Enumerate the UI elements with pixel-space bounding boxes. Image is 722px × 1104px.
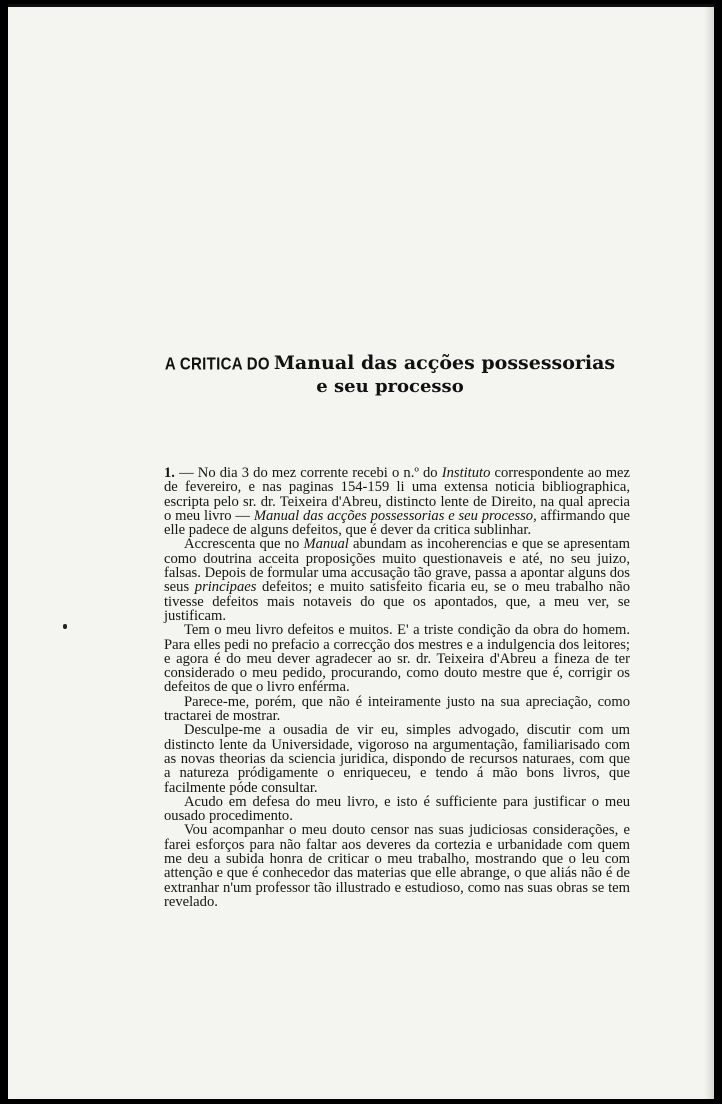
title-prefix: A CRITICA DO (164, 354, 270, 375)
paragraph-1-text-c: correspondente ao mez de fevereiro, e nas paginas 154-159 li uma extensa noticia bibliographica, escripta pelo sr. dr. Teixeira d'Abreu, distincto lente de Direito, na qual aprecia o meu livro — (164, 465, 630, 524)
paragraph-number: 1. (164, 465, 175, 481)
paragraph-3: Tem o meu livro defeitos e muitos. E' a triste condição da obra do homem. Para elles pedi no prefacio a correcção dos mestres e a indulgencia dos leitores; e agora é do meu dever agradecer ao sr. dr. Teixeira d'Abreu a fineza de ter considerado o meu pedido, procurando, como douto mestre que é, corrigir os defeitos de que o livro enférma. (164, 622, 630, 696)
paragraph-2 (164, 537, 630, 623)
body-text (164, 466, 630, 909)
paragraph-6: Acudo em defesa do meu livro, e isto é sufficiente para justificar o meu ousado procedimento. (164, 793, 630, 825)
title-book-name: Manual das acções possessorias (273, 352, 616, 374)
scan-speck (63, 624, 67, 629)
paragraph-1-italic-b: Instituto (441, 465, 491, 481)
paragraph-2-italic-d: principaes (194, 579, 257, 596)
paragraph-1-text-a: — No dia 3 do mez corrente recebi o n.º do (174, 465, 442, 481)
paragraph-2-text-c: abundam as incoherencias e que se apresentam como doutrina acceita proposições muito questionaveis e até, no seu juizo, falsas. Depois de formular uma accusação tão grave, passa a apontar alguns dos seus (164, 536, 630, 596)
page-title (150, 352, 630, 398)
paragraph-2-italic-b: Manual (303, 536, 349, 553)
paragraph-1 (164, 466, 630, 537)
paragraph-7: Vou acompanhar o meu douto censor nas suas judiciosas considerações, e farei esforços para não faltar aos deveres da cortezia e urbanidade com quem me deu a subida honra de criticar o meu trabalho, mostrando que o leu com attenção e que é conhecedor das materias que elle abrange, o que aliás não é de extranhar n'um professor tão illustrado e estudioso, como nas suas obras se tem revelado. (164, 822, 630, 910)
paragraph-4: Parece-me, porém, que não é inteiramente justo na sua apreciação, como tractarei de mostrar. (164, 693, 630, 725)
paragraph-1-italic-d: Manual das acções possessorias e seu processo, (253, 507, 537, 524)
paragraph-2-text-a: Accrescenta que no (184, 536, 304, 553)
paragraph-5: Desculpe-me a ousadia de vir eu, simples advogado, discutir com um distincto lente da Universidade, vigoroso na argumentação, familiarisado com as novas theorias da sciencia juridica, dispondo de recursos naturaes, com que a natureza pródigamente o enriqueceu, e tendo á mão bons livros, que facilmente póde consultar. (164, 722, 630, 796)
paragraph-2-text-e: defeitos; e muito satisfeito ficaria eu, se o meu trabalho não tivesse defeitos mais notaveis do que os apontados, que, a meu ver, se justificam. (164, 579, 630, 624)
paragraph-1-text-e: affirmando que elle padece de alguns defeitos, que é dever da critica sublinhar. (164, 507, 631, 539)
title-line-2: e seu processo (316, 376, 464, 397)
scan-edge-shadow (704, 7, 714, 1099)
